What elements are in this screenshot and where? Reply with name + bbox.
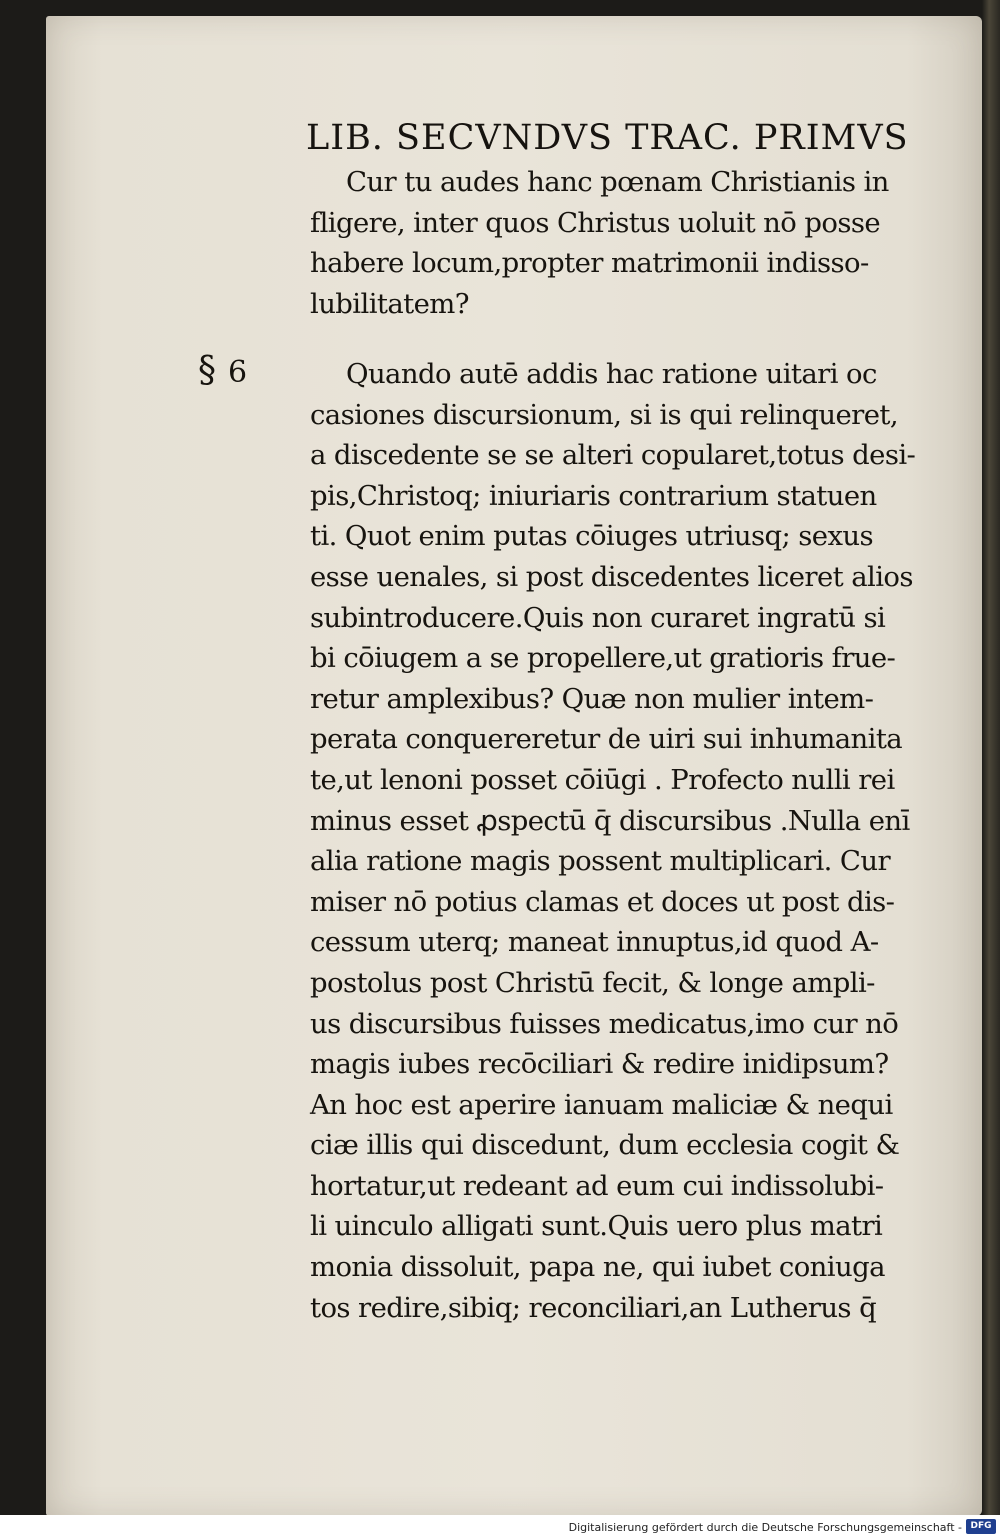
- funding-credit: Digitalisierung gefördert durch die Deutsche Forschungsgemeinschaft -: [568, 1521, 962, 1534]
- text-line: a discedente se se alteri copularet,totus desi-: [310, 439, 916, 472]
- text-line: lubilitatem?: [310, 287, 469, 320]
- paragraph-2: [310, 354, 935, 1328]
- page-edge: [982, 0, 1000, 1537]
- text-line: cessum uterq; maneat innuptus,id quod A-: [310, 926, 879, 959]
- text-line: casiones discursionum, si is qui relinqueret,: [310, 398, 898, 431]
- text-line: monia dissoluit, papa ne, qui iubet coniuga: [310, 1251, 885, 1284]
- text-line: te,ut lenoni posset cōiūgi . Profecto nulli rei: [310, 763, 895, 796]
- paragraph-1: [310, 162, 935, 324]
- text-line: ti. Quot enim putas cōiuges utriusq; sexus: [310, 520, 874, 553]
- footer-bar: [0, 1515, 1000, 1537]
- text-line: esse uenales, si post discedentes liceret alios: [310, 560, 913, 593]
- dfg-logo: DFG: [966, 1519, 996, 1534]
- text-line: subintroducere.Quis non curaret ingratū si: [310, 601, 886, 634]
- text-line: magis iubes recōciliari & redire inidipsum?: [310, 1048, 889, 1081]
- text-line: perata conquereretur de uiri sui inhumanita: [310, 723, 903, 756]
- section-symbol: §: [198, 350, 216, 391]
- text-line: retur amplexibus? Quæ non mulier intem-: [310, 682, 874, 715]
- text-line: hortatur,ut redeant ad eum cui indissolubi-: [310, 1169, 884, 1202]
- section-marker: [198, 350, 247, 391]
- running-head: LIB. SECVNDVS TRAC. PRIMVS: [306, 118, 909, 158]
- text-line: li uinculo alligati sunt.Quis uero plus matri: [310, 1210, 883, 1243]
- text-line: postolus post Christū fecit, & longe ampli-: [310, 966, 875, 999]
- text-line: habere locum,propter matrimonii indisso-: [310, 247, 869, 280]
- text-line: alia ratione magis possent multiplicari. Cur: [310, 845, 891, 878]
- text-line: tos redire,sibiq; reconciliari,an Lutherus q̄: [310, 1291, 877, 1324]
- text-line: ciæ illis qui discedunt, dum ecclesia cogit &: [310, 1129, 900, 1162]
- text-line: us discursibus fuisses medicatus,imo cur nō: [310, 1007, 899, 1040]
- text-line: bi cōiugem a se propellere,ut gratioris frue-: [310, 642, 896, 675]
- section-number: 6: [228, 355, 248, 390]
- text-line: minus esset ꝓspectū q̄ discursibus .Nulla enī: [310, 804, 910, 837]
- text-line: pis,Christoq; iniuriaris contrarium statuen: [310, 479, 877, 512]
- text-line: fligere, inter quos Christus uoluit nō posse: [310, 206, 881, 239]
- text-line: miser nō potius clamas et doces ut post dis-: [310, 885, 895, 918]
- text-line: Cur tu audes hanc pœnam Christianis in: [346, 166, 889, 198]
- text-line: An hoc est aperire ianuam maliciæ & nequi: [310, 1088, 893, 1121]
- text-line: Quando autē addis hac ratione uitari oc: [346, 358, 877, 390]
